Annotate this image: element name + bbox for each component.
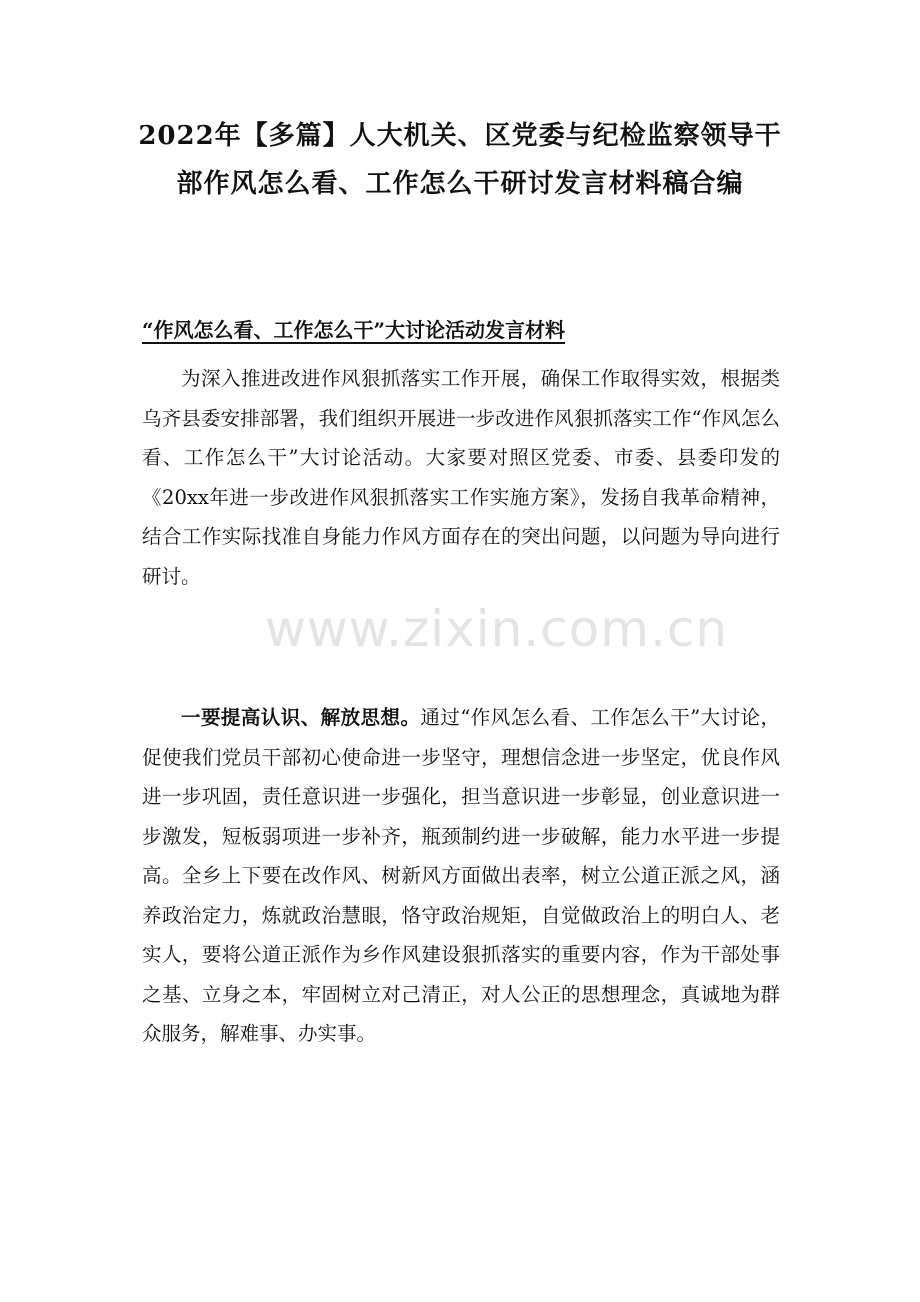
title-line-1: 2022年【多篇】人大机关、区党委与纪检监察领导干 [138, 121, 782, 151]
watermark: www.zixin.com.cn [265, 600, 729, 658]
paragraph-lead: 一要提高认识、解放思想。 [181, 706, 421, 729]
title-line-2: 部作风怎么看、工作怎么干研讨发言材料稿合编 [176, 169, 744, 199]
paragraph-body: 通过“作风怎么看、工作怎么干”大讨论，促使我们党员干部初心使命进一步坚守，理想信念进一步坚定，优良作风进一步巩固，责任意识进一步强化，担当意识进一步彰显，创业意识进一步激发，短板弱项进一步补齐，瓶颈制约进一步破解，能力水平进一步提高。全乡上下要在改作风、树新风方面做出表率，树立公道正派之风，涵养政治定力，炼就政治慧眼，恪守政治规矩，自觉做政治上的明白人、老实人，要将公道正派作为乡作风建设狠抓落实的重要内容，作为干部处事之基、立身之本，牢固树立对己清正，对人公正的思想理念，真诚地为群众服务，解难事、办实事。 [142, 706, 780, 1045]
paragraph-intro: 为深入推进改进作风狠抓落实工作开展，确保工作取得实效，根据类乌齐县委安排部署，我们组织开展进一步改进作风狠抓落实工作“作风怎么看、工作怎么干”大讨论活动。大家要对照区党委、市委、县委印发的《20xx年进一步改进作风狠抓落实工作实施方案》，发扬自我革命精神，结合工作实际找准自身能力作风方面存在的突出问题，以问题为导向进行研讨。 [142, 367, 780, 588]
paragraph-point-one [142, 698, 780, 1054]
section-heading: “作风怎么看、工作怎么干”大讨论活动发言材料 [142, 318, 566, 342]
document-title [100, 112, 820, 208]
